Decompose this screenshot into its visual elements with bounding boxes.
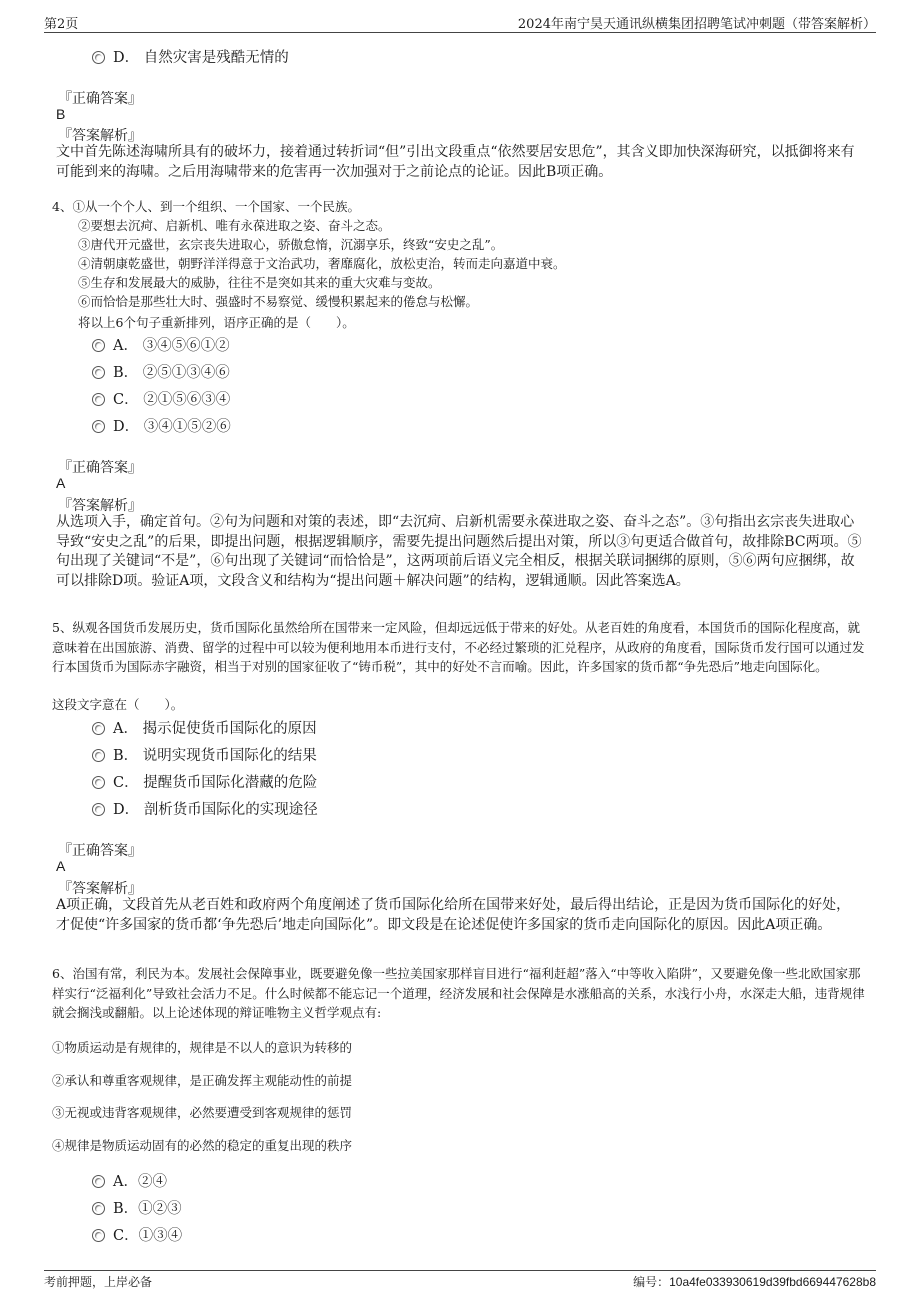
q5-question: 这段文字意在（ ）。 bbox=[52, 697, 184, 712]
q4-option-b[interactable]: B． ②⑤①③④⑥ bbox=[92, 361, 230, 382]
q6-option-a[interactable]: A．②④ bbox=[92, 1170, 167, 1191]
radio-icon[interactable] bbox=[92, 749, 105, 762]
q4-analysis-label: 『答案解析』 bbox=[58, 498, 142, 514]
radio-icon[interactable] bbox=[92, 339, 105, 352]
radio-icon[interactable] bbox=[92, 803, 105, 816]
q5-analysis-label: 『答案解析』 bbox=[58, 881, 142, 897]
q4-stem-line: ⑥而恰恰是那些壮大时、强盛时不易察觉、缓慢积累起来的倦怠与松懈。 bbox=[78, 294, 479, 309]
q3-analysis: 文中首先陈述海啸所具有的破坏力，接着通过转折词“但”引出文段重点“依然要居安思危”，其含义即加快深海研究，以抵御将来有可能到来的海啸。之后用海啸带来的危害再一次加强对于之前论点的论证。因此B项正确。 bbox=[56, 144, 855, 180]
q4-stem-line: ⑤生存和发展最大的威胁，往往不是突如其来的重大灾难与变故。 bbox=[78, 275, 441, 290]
q6-option-b[interactable]: B．①②③ bbox=[92, 1197, 182, 1218]
q3-answer-label: 『正确答案』 bbox=[58, 91, 142, 107]
radio-icon[interactable] bbox=[92, 51, 105, 64]
page-footer bbox=[44, 1270, 876, 1291]
radio-icon[interactable] bbox=[92, 1202, 105, 1215]
q4-stem-line: 4、①从一个个人、到一个组织、一个国家、一个民族。 bbox=[52, 199, 360, 214]
q4-stem-line: ③唐代开元盛世，玄宗丧失进取心，骄傲怠惰，沉溺享乐，终致“安史之乱”。 bbox=[78, 237, 504, 252]
q5-answer: A bbox=[56, 858, 66, 874]
q6-statement: ②承认和尊重客观规律，是正确发挥主观能动性的前提 bbox=[52, 1073, 353, 1088]
q5-option-a[interactable]: A． 揭示促使货币国际化的原因 bbox=[92, 717, 317, 738]
page-number: 第2页 bbox=[44, 17, 79, 32]
q5-answer-label: 『正确答案』 bbox=[58, 843, 142, 859]
radio-icon[interactable] bbox=[92, 420, 105, 433]
q6-statement: ③无视或违背客观规律，必然要遭受到客观规律的惩罚 bbox=[52, 1105, 353, 1120]
q6-statement: ①物质运动是有规律的，规律是不以人的意识为转移的 bbox=[52, 1040, 353, 1055]
q5-option-d[interactable]: D． 剖析货币国际化的实现途径 bbox=[92, 798, 318, 819]
radio-icon[interactable] bbox=[92, 393, 105, 406]
q3-analysis-label: 『答案解析』 bbox=[58, 128, 142, 144]
radio-icon[interactable] bbox=[92, 366, 105, 379]
q5-analysis: A项正确，文段首先从老百姓和政府两个角度阐述了货币国际化给所在国带来好处，最后得出结论，正是因为货币国际化的好处，才促使“许多国家的货币都‘争先恐后’地走向国际化”。即文段是在论述促使许多国家的货币走向国际化的原因。因此A项正确。 bbox=[56, 897, 851, 933]
q4-option-a[interactable]: A． ③④⑤⑥①② bbox=[92, 334, 230, 355]
q4-answer: A bbox=[56, 475, 66, 491]
document-code bbox=[633, 1273, 876, 1290]
q6-stem: 6、治国有常，利民为本。发展社会保障事业，既要避免像一些拉美国家那样盲目进行“福利赶超”落入“中等收入陷阱”，又要避免像一些北欧国家那样实行“泛福利化”导致社会活力不足。什么时候都不能忘记一个道理，经济发展和社会保障是水涨船高的关系，水浅行小舟，水深走大船，违背规律就会搁浅或翻船。以上论述体现的辩证唯物主义哲学观点有: bbox=[52, 966, 865, 1020]
q4-analysis: 从选项入手，确定首句。②句为问题和对策的表述，即“去沉疴、启新机需要永葆进取之姿、奋斗之态”。③句指出玄宗丧失进取心导致“安史之乱”的后果，即提出问题，根据逻辑顺序，需要先提出问题然后提出对策，所以③句更适合做首句，故排除BC两项。⑤句出现了关键词“不是”，⑥句出现了关键词“而恰恰是”，这两项前后语义完全相反，根据关联词捆绑的原则，⑤⑥两句应捆绑，故可以排除D项。验证A项，文段含义和结构为“提出问题＋解决问题”的结构，逻辑通顺。因此答案选A。 bbox=[56, 514, 862, 589]
q4-option-d[interactable]: D． ③④①⑤②⑥ bbox=[92, 415, 231, 436]
q3-option-d[interactable]: D． 自然灾害是残酷无情的 bbox=[92, 46, 289, 67]
radio-icon[interactable] bbox=[92, 1229, 105, 1242]
q4-question: 将以上6个句子重新排列，语序正确的是（ ）。 bbox=[78, 315, 355, 330]
q4-option-c[interactable]: C． ②①⑤⑥③④ bbox=[92, 388, 230, 409]
code-value: 10a4fe033930619d39fbd669447628b8 bbox=[669, 1275, 876, 1289]
q4-stem-line: ④清朝康乾盛世，朝野洋洋得意于文治武功，奢靡腐化，放松吏治，转而走向嘉道中衰。 bbox=[78, 256, 566, 271]
q3-answer: B bbox=[56, 106, 66, 122]
footer-motto: 考前押题，上岸必备 bbox=[44, 1275, 153, 1289]
q6-option-c[interactable]: C．①③④ bbox=[92, 1224, 182, 1245]
radio-icon[interactable] bbox=[92, 1175, 105, 1188]
code-label: 编号： bbox=[633, 1275, 670, 1289]
page-header bbox=[44, 10, 876, 33]
radio-icon[interactable] bbox=[92, 722, 105, 735]
radio-icon[interactable] bbox=[92, 776, 105, 789]
q5-stem: 5、纵观各国货币发展历史，货币国际化虽然给所在国带来一定风险，但却远远低于带来的好处。从老百姓的角度看，本国货币的国际化程度高，就意味着在出国旅游、消费、留学的过程中可以较为便利地用本币进行支付，不必经过繁琐的汇兑程序，从政府的角度看，国际货币发行国可以通过发行本国货币为国际赤字融资，相当于对别的国家征收了“铸币税”，其中的好处不言而喻。因此，许多国家的货币都“争先恐后”地走向国际化。 bbox=[52, 620, 865, 674]
document-title: 2024年南宁昊天通讯纵横集团招聘笔试冲刺题（带答案解析） bbox=[517, 17, 876, 32]
q4-answer-label: 『正确答案』 bbox=[58, 460, 142, 476]
q4-stem-line: ②要想去沉疴、启新机、唯有永葆进取之姿、奋斗之态。 bbox=[78, 218, 391, 233]
q6-statement: ④规律是物质运动固有的必然的稳定的重复出现的秩序 bbox=[52, 1138, 353, 1153]
q5-option-c[interactable]: C． 提醒货币国际化潜藏的危险 bbox=[92, 771, 317, 792]
q5-option-b[interactable]: B． 说明实现货币国际化的结果 bbox=[92, 744, 317, 765]
